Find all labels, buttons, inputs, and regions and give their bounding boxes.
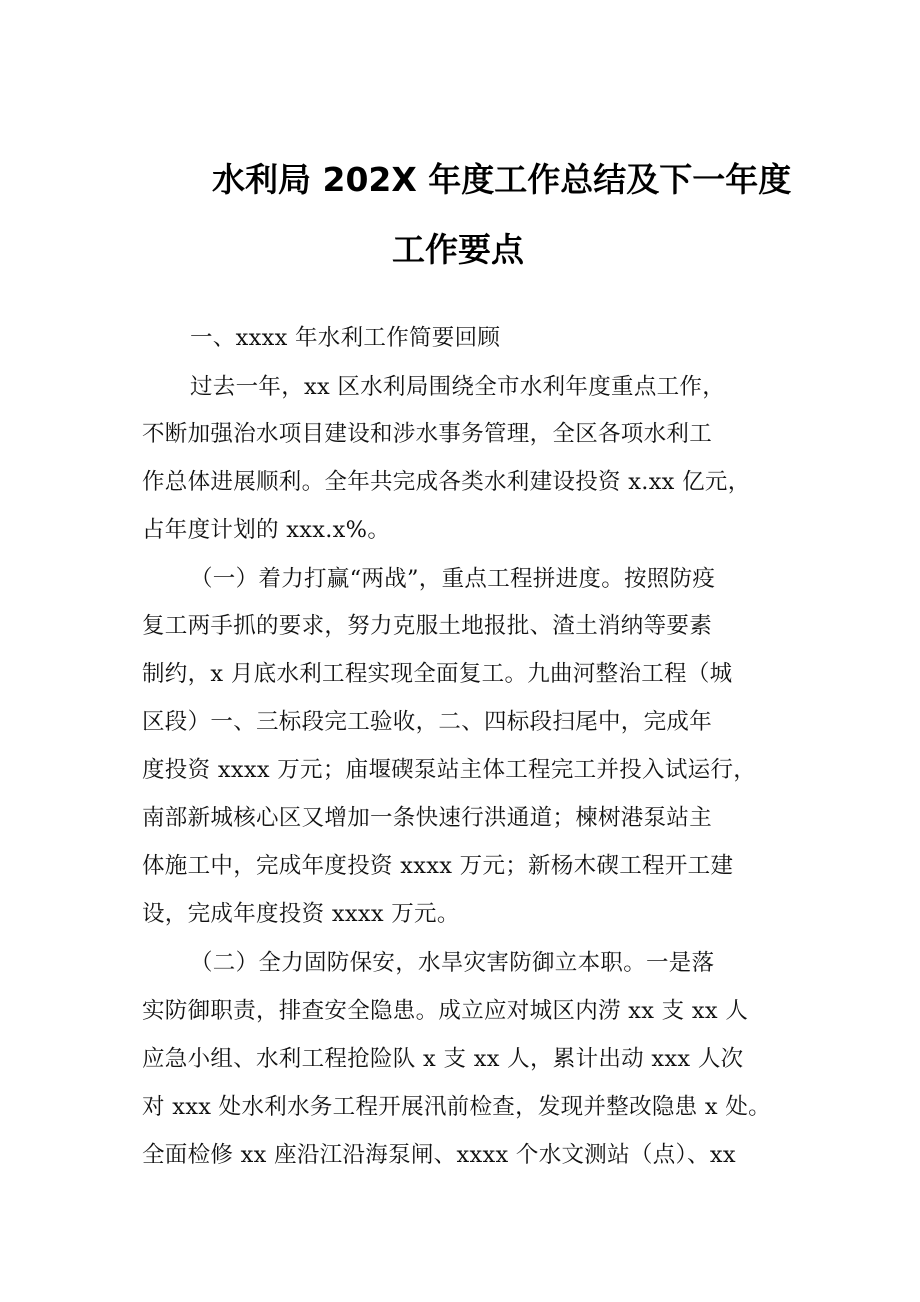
paragraph-line: 设，完成年度投资 xxxx 万元。 bbox=[142, 901, 460, 927]
document-title-line-2: 工作要点 bbox=[392, 230, 524, 269]
paragraph-line: 作总体进展顺利。全年共完成各类水利建设投资 x.xx 亿元， bbox=[142, 469, 751, 495]
paragraph-line: 制约，x 月底水利工程实现全面复工。九曲河整治工程（城 bbox=[142, 661, 733, 687]
section-heading: 一、xxxx 年水利工作简要回顾 bbox=[190, 325, 501, 351]
paragraph-line: 全面检修 xx 座沿江沿海泵闸、xxxx 个水文测站（点）、xx bbox=[142, 1142, 736, 1168]
paragraph-line: 占年度计划的 xxx.x%。 bbox=[142, 517, 391, 543]
paragraph-line: 实防御职责，排查安全隐患。成立应对城区内涝 xx 支 xx 人 bbox=[142, 998, 749, 1024]
paragraph-line: 过去一年，xx 区水利局围绕全市水利年度重点工作， bbox=[190, 374, 726, 400]
paragraph-line: （二）全力固防保安，水旱灾害防御立本职。一是落 bbox=[190, 950, 715, 976]
paragraph-line: 复工两手抓的要求，努力克服土地报批、渣土消纳等要素 bbox=[142, 613, 713, 639]
paragraph-line: （一）着力打赢“两战”，重点工程拼进度。按照防疫 bbox=[190, 566, 716, 592]
document-title-line-1: 水利局 202X 年度工作总结及下一年度 bbox=[212, 160, 792, 199]
paragraph-line: 不断加强治水项目建设和涉水事务管理，全区各项水利工 bbox=[142, 421, 713, 447]
paragraph-line: 南部新城核心区又增加一条快速行洪通道；楝树港泵站主 bbox=[142, 805, 713, 831]
paragraph-line: 应急小组、水利工程抢险队 x 支 xx 人，累计出动 xxx 人次 bbox=[142, 1046, 744, 1072]
paragraph-line: 度投资 xxxx 万元；庙堰碶泵站主体工程完工并投入试运行， bbox=[142, 757, 757, 783]
paragraph-line: 区段）一、三标段完工验收，二、四标段扫尾中，完成年 bbox=[142, 709, 713, 735]
paragraph-line: 体施工中，完成年度投资 xxxx 万元；新杨木碶工程开工建 bbox=[142, 853, 734, 879]
paragraph-line: 对 xxx 处水利水务工程开展汛前检查，发现并整改隐患 x 处。 bbox=[142, 1094, 771, 1120]
